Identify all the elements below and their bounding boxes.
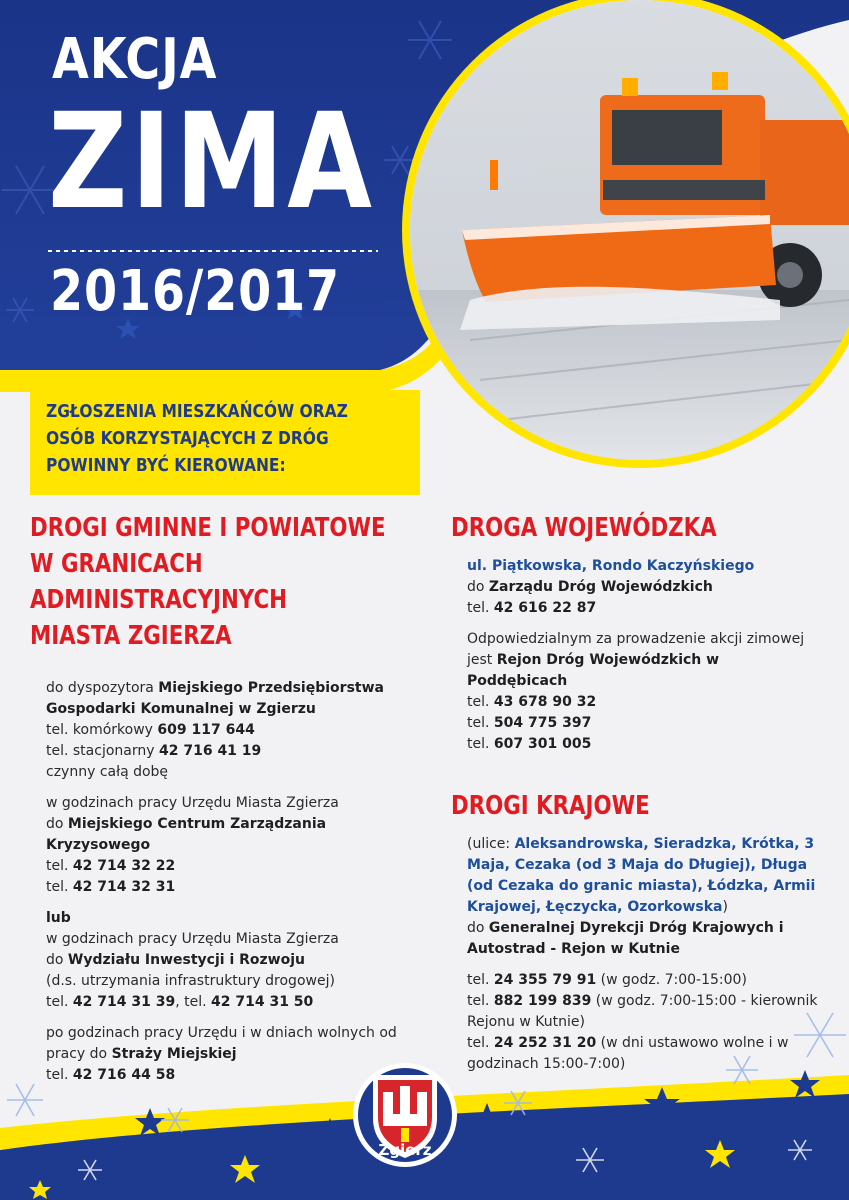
phone-rdw-2: 504 775 397 (493, 715, 592, 731)
contact-block-mpgk: do dyspozytora Miejskiego Przedsiębiorstwa Gospodarki Komunalnej w Zgierzu tel. komórkowy 609 117 644 tel. stacjonarny 42 716 41 19 czynny całą dobę (46, 680, 384, 780)
contact-block-mczk: w godzinach pracy Urzędu Miasta Zgierza do Miejskiego Centrum Zarządzania Kryzysowego tel. 42 714 32 22 tel. 42 714 32 31 (46, 795, 339, 895)
phone-rdw-1: 43 678 90 32 (493, 694, 597, 710)
contact-block-rdw: Odpowiedzialnym za prowadzenie akcji zimowej jest Rejon Dróg Wojewódzkich w Poddębicach tel. 43 678 90 32 tel. 504 775 397 tel. 607 301 005 (467, 631, 805, 752)
section-title-line: W GRANICACH (30, 549, 203, 579)
phone-zdw: 42 616 22 87 (493, 600, 597, 616)
phone-mczk-1: 42 714 32 22 (72, 858, 176, 874)
contact-block-gddkia: tel. 24 355 79 91 (w godz. 7:00-15:00) tel. 882 199 839 (w godz. 7:00-15:00 - kierownik Rejonu w Kutnie) tel. 24 252 31 20 (w dni ustawowo wolne i w godzinach 15:00-7:00) (467, 972, 818, 1072)
or-label: lub (46, 910, 71, 926)
section-body-krajowe (467, 834, 827, 1075)
phone-mpgk-mobile: 609 117 644 (157, 722, 255, 738)
phone-straz: 42 716 44 58 (72, 1067, 176, 1083)
logo-label: Zgierz (378, 1141, 432, 1159)
org-mpgk: Miejskiego Przedsiębiorstwa Gospodarki Komunalnej w Zgierzu (46, 680, 384, 717)
title-season: 2016/2017 (50, 259, 340, 324)
phone-mpgk-fixed: 42 716 41 19 (158, 743, 262, 759)
org-zdw: Zarządu Dróg Wojewódzkich (488, 579, 713, 595)
section-body-gminne (46, 678, 426, 1086)
section-title-wojewodzka: DROGA WOJEWÓDZKA (451, 513, 717, 543)
phone-wir-2: 42 714 31 50 (211, 994, 314, 1010)
streets-krajowe-block: (ulice: Aleksandrowska, Sieradzka, Krótka, 3 Maja, Cezaka (od 3 Maja do Długiej), Długa (od Cezaka do granic miasta), Łódzka, Armii Krajowej, Łęczycka, Ozorkowska) do Generalnej Dyrekcji Dróg Krajowych i Autostrad - Rejon w Kutnie (467, 836, 816, 957)
section-title-line: DROGI GMINNE I POWIATOWE (30, 513, 386, 543)
org-gddkia: Generalnej Dyrekcji Dróg Krajowych i Autostrad - Rejon w Kutnie (467, 920, 784, 957)
title-dashed-divider (48, 248, 378, 254)
contact-block-straz: po godzinach pracy Urzędu i w dniach wolnych od pracy do Straży Miejskiej tel. 42 716 44 58 (46, 1025, 397, 1083)
section-title-gminne (30, 510, 391, 654)
org-straz-miejska: Straży Miejskiej (111, 1046, 237, 1062)
streets-wojewodzka: ul. Piątkowska, Rondo Kaczyńskiego (467, 558, 755, 574)
phone-wir-1: 42 714 31 39 (72, 994, 176, 1010)
org-wir: Wydziału Inwestycji i Rozwoju (67, 952, 305, 968)
contact-block-wir: lub w godzinach pracy Urzędu Miasta Zgierza do Wydziału Inwestycji i Rozwoju (d.s. utrzymania infrastruktury drogowej) tel. 42 714 31 39, tel. 42 714 31 50 (46, 910, 339, 1010)
phone-mczk-2: 42 714 32 31 (72, 879, 176, 895)
mpgk-hours-note: czynny całą dobę (46, 764, 169, 780)
section-title-krajowe: DROGI KRAJOWE (451, 791, 650, 821)
phone-gddkia-3: 24 252 31 20 (493, 1035, 597, 1051)
phone-gddkia-1: 24 355 79 91 (493, 972, 597, 988)
banner-text: ZGŁOSZENIA MIESZKAŃCÓW ORAZ OSÓB KORZYSTAJĄCYCH Z DRÓG POWINNY BYĆ KIEROWANE: (46, 401, 348, 476)
org-mczk: Miejskiego Centrum Zarządzania Kryzysowego (46, 816, 327, 853)
title-zima: ZIMA (48, 85, 376, 239)
phone-gddkia-2: 882 199 839 (493, 993, 592, 1009)
contact-block-zdw: ul. Piątkowska, Rondo Kaczyńskiego do Zarządu Dróg Wojewódzkich tel. 42 616 22 87 (467, 558, 755, 616)
org-rdw: Rejon Dróg Wojewódzkich w Poddębicach (467, 652, 720, 689)
section-title-line: MIASTA ZGIERZA (30, 621, 232, 651)
section-body-wojewodzka (467, 556, 817, 755)
streets-krajowe: Aleksandrowska, Sieradzka, Krótka, 3 Maja, Cezaka (od 3 Maja do Długiej), Długa (od Cezaka do granic miasta), Łódzka, Armii Krajowej, Łęczycka, Ozorkowska (467, 836, 816, 915)
title-akcja: AKCJA (52, 27, 218, 92)
section-title-line: ADMINISTRACYJNYCH (30, 585, 287, 615)
snowplow-photo (400, 0, 849, 470)
phone-rdw-3: 607 301 005 (493, 736, 592, 752)
wir-note: (d.s. utrzymania infrastruktury drogowej) (46, 973, 335, 989)
